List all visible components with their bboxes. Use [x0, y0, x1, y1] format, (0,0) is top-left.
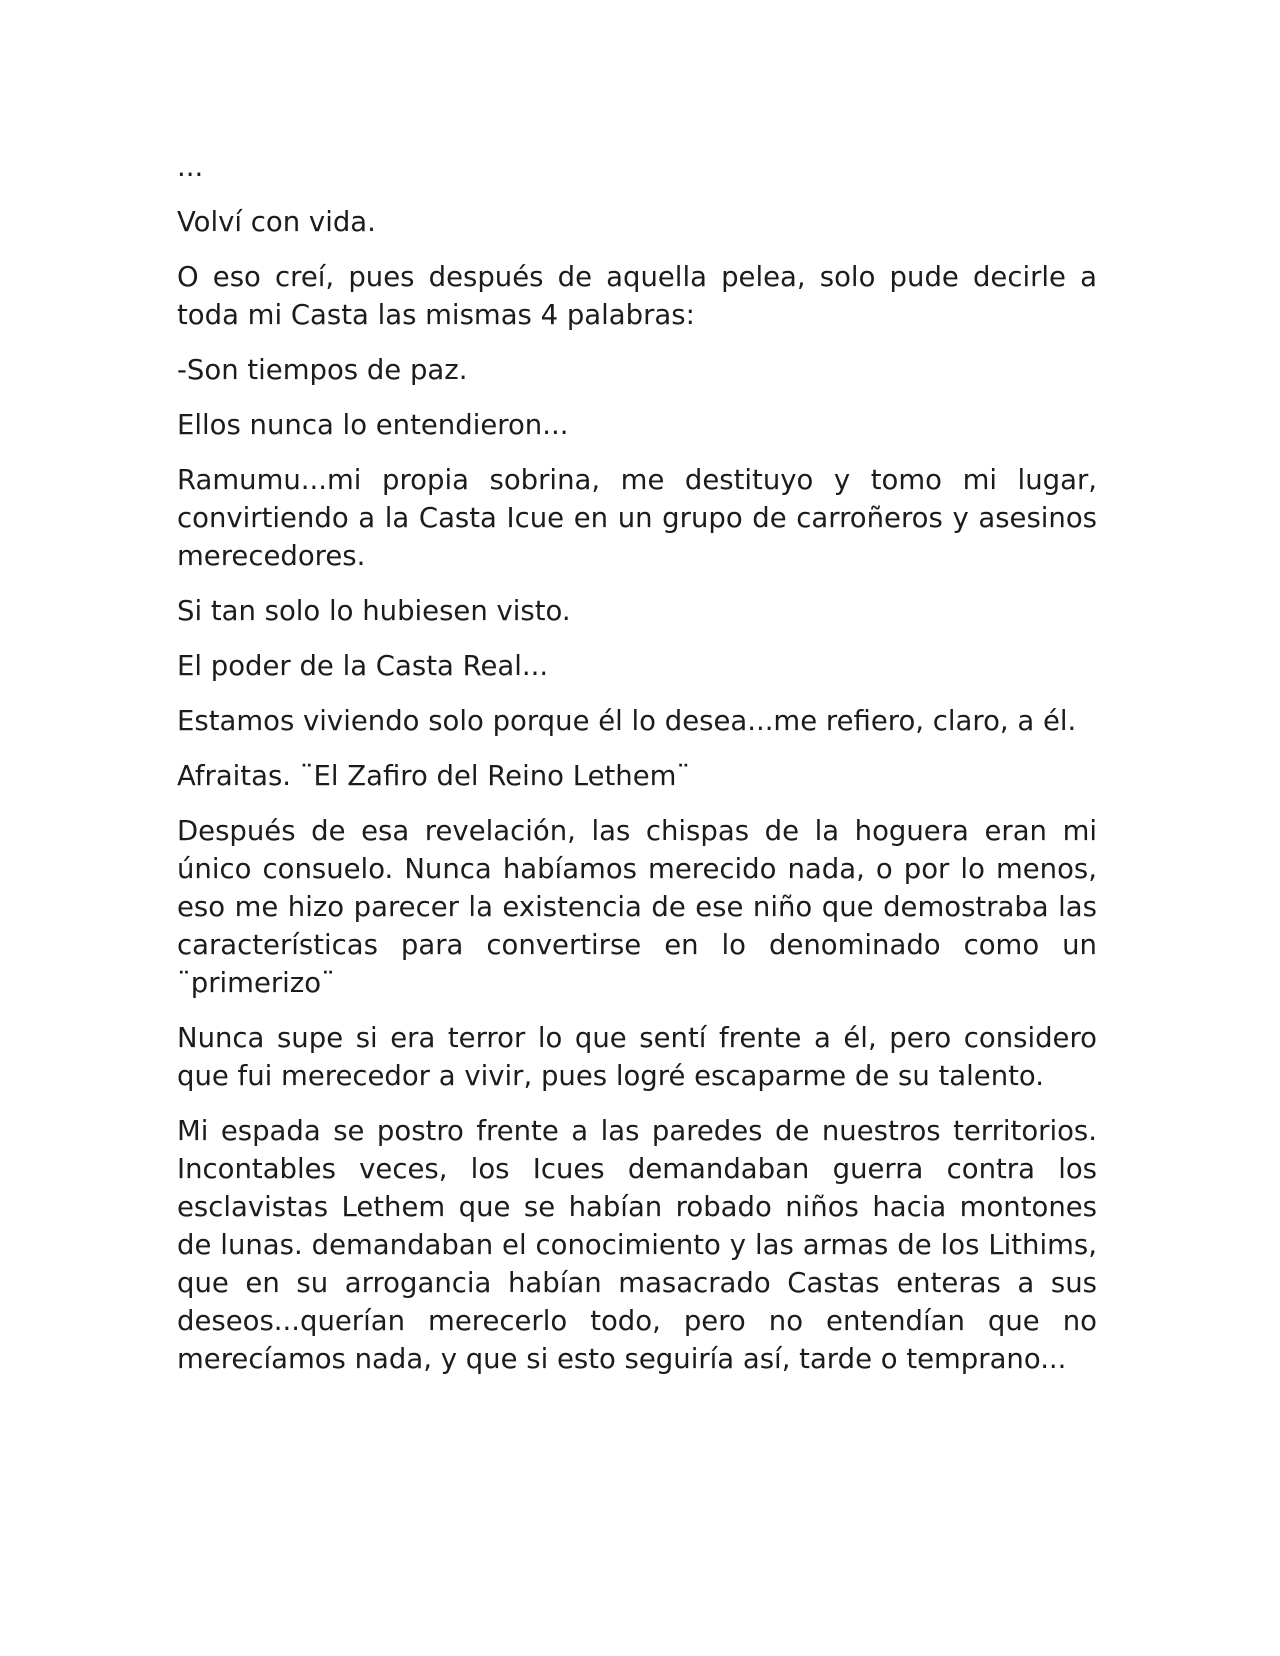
paragraph-terror: Nunca supe si era terror lo que sentí frente a él, pero considero que fui merecedor a vivir, pues logré escaparme de su talento. — [177, 1022, 1097, 1092]
paragraph-nunca-entendieron: Ellos nunca lo entendieron... — [177, 409, 569, 441]
paragraph-eso-crei: O eso creí, pues después de aquella pelea, solo pude decirle a toda mi Casta las mismas 4 palabras: — [177, 261, 1097, 331]
paragraph-revelacion: Después de esa revelación, las chispas de la hoguera eran mi único consuelo. Nunca habíamos merecido nada, o por lo menos, eso me hizo parecer la existencia de ese niño que demostraba las características para convertirse en lo denominado como un ¨primerizo¨ — [177, 815, 1097, 999]
paragraph-casta-real: El poder de la Casta Real... — [177, 650, 549, 682]
paragraph-tiempos-de-paz: -Son tiempos de paz. — [177, 354, 468, 386]
paragraph-ellipsis: ... — [177, 151, 204, 183]
paragraph-espada: Mi espada se postro frente a las paredes de nuestros territorios. Incontables veces, los Icues demandaban guerra contra los esclavistas Lethem que se habían robado niños hacia montones de lunas. demandaban el conocimiento y las armas de los Lithims, que en su arrogancia habían masacrado Castas enteras a sus deseos...querían merecerlo todo, pero no entendían que no merecíamos nada, y que si esto seguiría así, tarde o temprano... — [177, 1115, 1097, 1375]
paragraph-ramumu: Ramumu...mi propia sobrina, me destituyo y tomo mi lugar, convirtiendo a la Casta Icue en un grupo de carroñeros y asesinos merecedores. — [177, 464, 1097, 572]
document-page — [177, 148, 1097, 1395]
paragraph-hubiesen-visto: Si tan solo lo hubiesen visto. — [177, 595, 571, 627]
paragraph-volvi: Volví con vida. — [177, 206, 376, 238]
paragraph-viviendo: Estamos viviendo solo porque él lo desea...me refiero, claro, a él. — [177, 705, 1077, 737]
paragraph-afraitas: Afraitas. ¨El Zafiro del Reino Lethem¨ — [177, 760, 691, 792]
